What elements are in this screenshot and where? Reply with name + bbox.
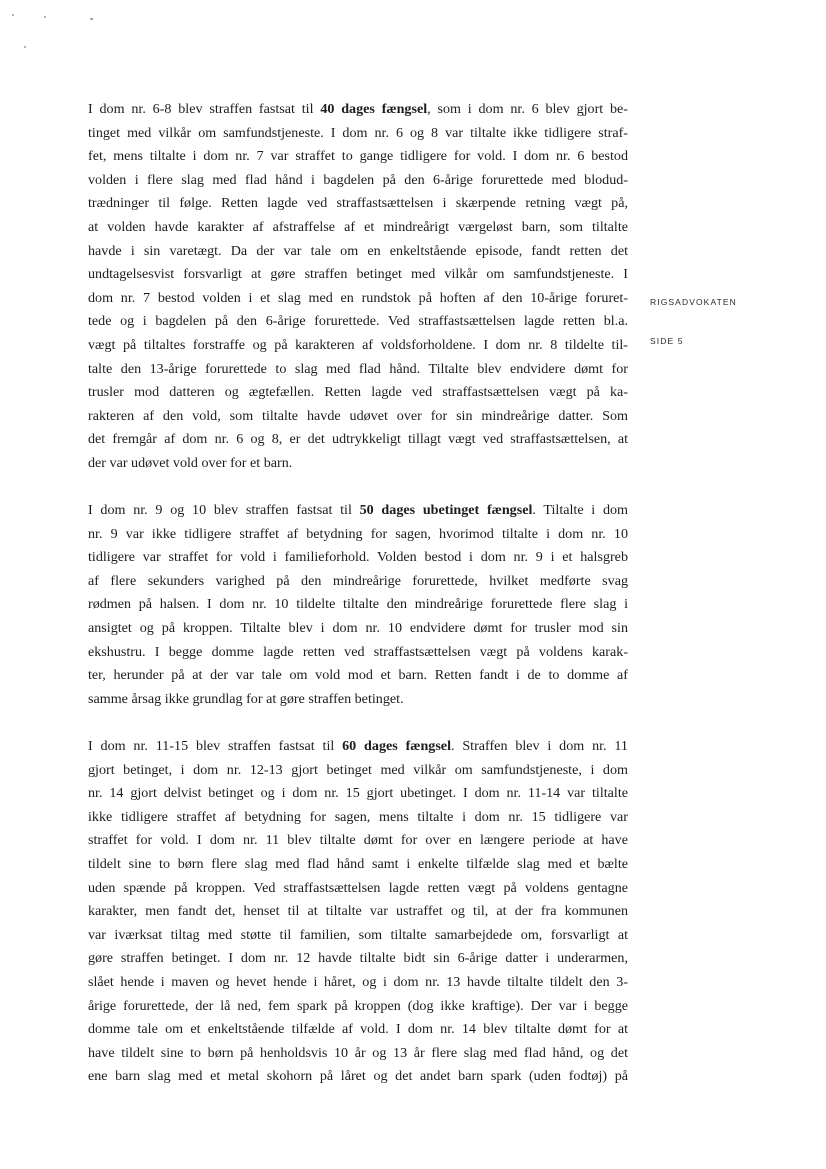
text-line: dom nr. 7 bestod volden i et slag med en rundstok på hoften af den 10-årige foruret- bbox=[88, 289, 628, 306]
text-line: havde i sin varetægt. Da der var tale om en enkeltstående episode, fandt retten det bbox=[88, 242, 628, 259]
text-line: tildelt sine to børn flere slag med flad hånd samt i enkelte tilfælde slag med et bælte bbox=[88, 856, 628, 872]
scan-speck bbox=[44, 16, 46, 18]
text-line: vægt på tiltaltes forstraffe og på karakteren af voldsforholdene. I dom nr. 8 tildelte til- bbox=[88, 336, 628, 353]
text-line: tede og i bagdelen på den 6-årige forurettede. Ved straffastsættelsen lagde retten bl.a. bbox=[88, 313, 628, 330]
paragraph-1 bbox=[88, 98, 628, 476]
text-line: straffet for vold. I dom nr. 11 blev tiltalte dømt for over en længere periode at have bbox=[88, 832, 628, 849]
sender-label: RIGSADVOKATEN bbox=[650, 297, 737, 307]
bold-phrase: 40 dages fængsel bbox=[320, 101, 428, 117]
text-line: trædninger til følge. Retten lagde ved straffastsættelsen i skærpende retning vægt på, bbox=[88, 195, 628, 212]
text-line: slået hende i maven og hevet hende i håret, og i dom nr. 13 havde tiltalte tildelt den 3- bbox=[88, 973, 628, 990]
paragraph-2 bbox=[88, 499, 628, 711]
text-line: karakter, men fandt det, henset til at tiltalte var ustraffet og til, at der fra kommunen bbox=[88, 903, 628, 920]
text-line: nr. 14 gjort delvist betinget og i dom nr. 15 gjort ubetinget. I dom nr. 11-14 var tiltalte bbox=[88, 785, 628, 802]
text-line: gjort betinget, i dom nr. 12-13 gjort betinget med vilkår om samfundstjeneste, i dom bbox=[88, 761, 628, 778]
text-line: ter, herunder på at der var tale om vold mod et barn. Retten fandt i de to domme af bbox=[88, 667, 628, 684]
text-line: ekshustru. I begge domme lagde retten ved straffastsættelsen vægt på voldens karak- bbox=[88, 643, 628, 660]
bold-phrase: 60 dages fængsel bbox=[342, 738, 451, 755]
body-text bbox=[88, 98, 628, 1089]
text-line: I dom nr. 11-15 blev straffen fastsat til 60 dages fængsel. Straffen blev i dom nr. 11 bbox=[88, 738, 628, 755]
text-line: gøre straffen betinget. I dom nr. 12 havde tiltalte bidt sin 6-årige datter i underarmen, bbox=[88, 950, 628, 967]
text-line: rødmen på halsen. I dom nr. 10 tildelte tiltalte den mindreårige forurettede flere slag i bbox=[88, 596, 628, 613]
text-line: ansigtet og på kroppen. Tiltalte blev i dom nr. 10 endvidere dømt for trusler mod sin bbox=[88, 620, 628, 637]
text-line: nr. 9 var ikke tidligere straffet af betydning for sagen, hvorimod tiltalte i dom nr. 10 bbox=[88, 525, 628, 542]
text-line: samme årsag ikke grundlag for at gøre straffen betinget. bbox=[88, 690, 404, 707]
text-line: domme tale om et enkeltstående tilfælde af vold. I dom nr. 14 blev tiltalte dømt for at bbox=[88, 1021, 628, 1038]
text-line: fet, mens tiltalte i dom nr. 7 var straffet to gange tidligere for vold. I dom nr. 6 bestod bbox=[88, 148, 628, 165]
text-line: I dom nr. 9 og 10 blev straffen fastsat til 50 dages ubetinget fængsel. Tiltalte i dom bbox=[88, 502, 629, 519]
text-line: der var udøvet vold over for et barn. bbox=[88, 454, 293, 471]
text-line: trusler mod datteren og ægtefællen. Retten lagde ved straffastsættelsen vægt på ka- bbox=[88, 384, 628, 401]
scan-speck bbox=[90, 18, 93, 20]
text-line: tinget med vilkår om samfundstjeneste. I dom nr. 6 og 8 var tiltalte ikke tidligere straf- bbox=[88, 124, 628, 141]
text-line: årige forurettede, der lå ned, fem spark på kroppen (dog ikke kraftige). Der var i begge bbox=[88, 997, 628, 1014]
scan-speck bbox=[12, 14, 14, 16]
text-line: rakteren af den vold, som tiltalte havde udøvet over for sin mindreårige datter. Som bbox=[88, 407, 628, 424]
page-number: SIDE 5 bbox=[650, 336, 684, 346]
text-line: ene barn slag med et metal skohorn på låret og det andet barn spark (uden fodtøj) på bbox=[88, 1068, 628, 1085]
bold-phrase: 50 dages ubetinget fængsel bbox=[359, 502, 533, 519]
text-line: have tildelt sine to børn på henholdsvis 10 år og 13 år flere slag med flad hånd, og det bbox=[88, 1044, 628, 1061]
text-line: undtagelsesvist forsvarligt at gøre straffen betinget med vilkår om samfundstjeneste. I bbox=[88, 266, 628, 283]
paragraph-3 bbox=[88, 735, 628, 1089]
text-line: I dom nr. 6-8 blev straffen fastsat til 40 dages fængsel, som i dom nr. 6 blev gjort be- bbox=[88, 101, 629, 117]
text-line: var iværksat tiltag med støtte til familien, som tiltalte samarbejdede om, forsvarligt at bbox=[88, 926, 628, 943]
text-line: af flere sekunders varighed på den mindreårige forurettede, hvilket medførte svag bbox=[88, 572, 628, 589]
text-line: uden spænde på kroppen. Ved straffastsættelsen lagde retten vægt på voldens gentagne bbox=[88, 879, 628, 896]
text-line: volden i flere slag med flad hånd i bagdelen på den 6-årige forurettede med blodud- bbox=[88, 171, 628, 188]
text-line: talte den 13-årige forurettede to slag med flad hånd. Tiltalte blev endvidere dømt for bbox=[88, 360, 628, 377]
text-line: ikke tidligere straffet af betydning for sagen, mens tiltalte i dom nr. 15 tidligere var bbox=[88, 808, 628, 825]
text-line: at volden havde karakter af afstraffelse af et mindreårigt værgeløst barn, som tiltalte bbox=[88, 218, 628, 235]
text-line: det fremgår af dom nr. 6 og 8, er det udtrykkeligt tillagt vægt ved straffastsættelsen, at bbox=[88, 431, 628, 448]
scan-speck bbox=[24, 46, 26, 48]
text-line: tidligere var straffet for vold i familieforhold. Volden bestod i dom nr. 9 i et halsgreb bbox=[88, 549, 628, 566]
